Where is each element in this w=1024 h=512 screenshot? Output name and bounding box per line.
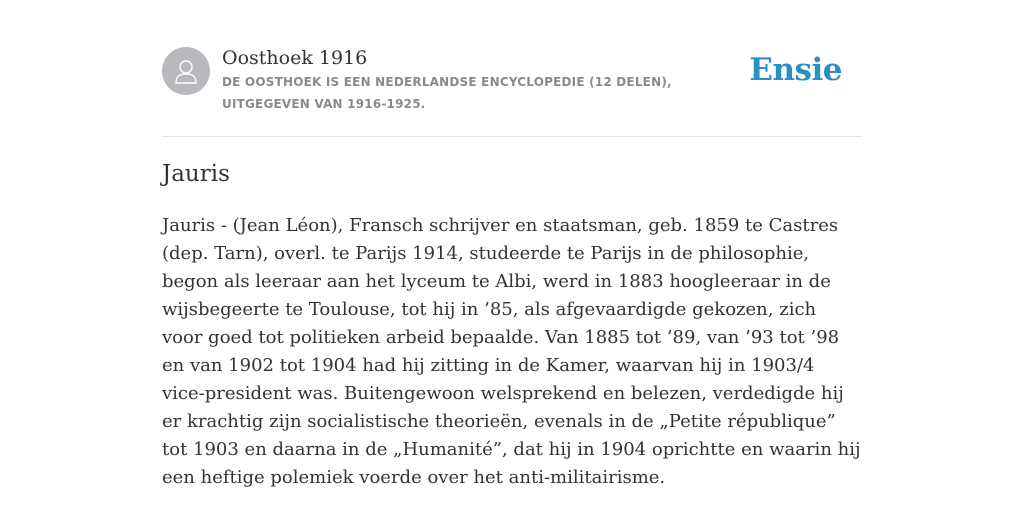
ensie-logo[interactable]: Ensie [749,52,842,88]
article-body: Jauris - (Jean Léon), Fransch schrijver en staatsman, geb. 1859 te Castres (dep. Tarn), overl. te Parijs 1914, studeerde te Parijs in de philosophie, begon als leeraar aan het lyceum te Albi, werd in 1883 hoogleeraar in de wijsbegeerte te Toulouse, tot hij in ’85, als afgevaardigde gekozen, zich voor goed tot politieken arbeid bepaalde. Van 1885 tot ’89, van ’93 tot ’98 en van 1902 tot 1904 had hij zitting in de Kamer, waarvan hij in 1903/4 vice-president was. Buitengewoon welsprekend en belezen, verdedigde hij er krachtig zijn socialistische theorieën, evenals in de „Petite république” tot 1903 en daarna in de „Humanité”, dat hij in 1904 oprichtte en waarin hij een heftige polemiek voerde over het anti-militairisme. [162,215,861,488]
source-header [162,46,862,137]
source-description: DE OOSTHOEK IS EEN NEDERLANDSE ENCYCLOPEDIE (12 DELEN), UITGEGEVEN VAN 1916-1925. [222,75,672,111]
user-silhouette-icon [171,56,201,86]
source-name[interactable]: Oosthoek 1916 [222,47,368,69]
article-title: Jauris [162,161,230,187]
avatar[interactable] [162,47,210,95]
